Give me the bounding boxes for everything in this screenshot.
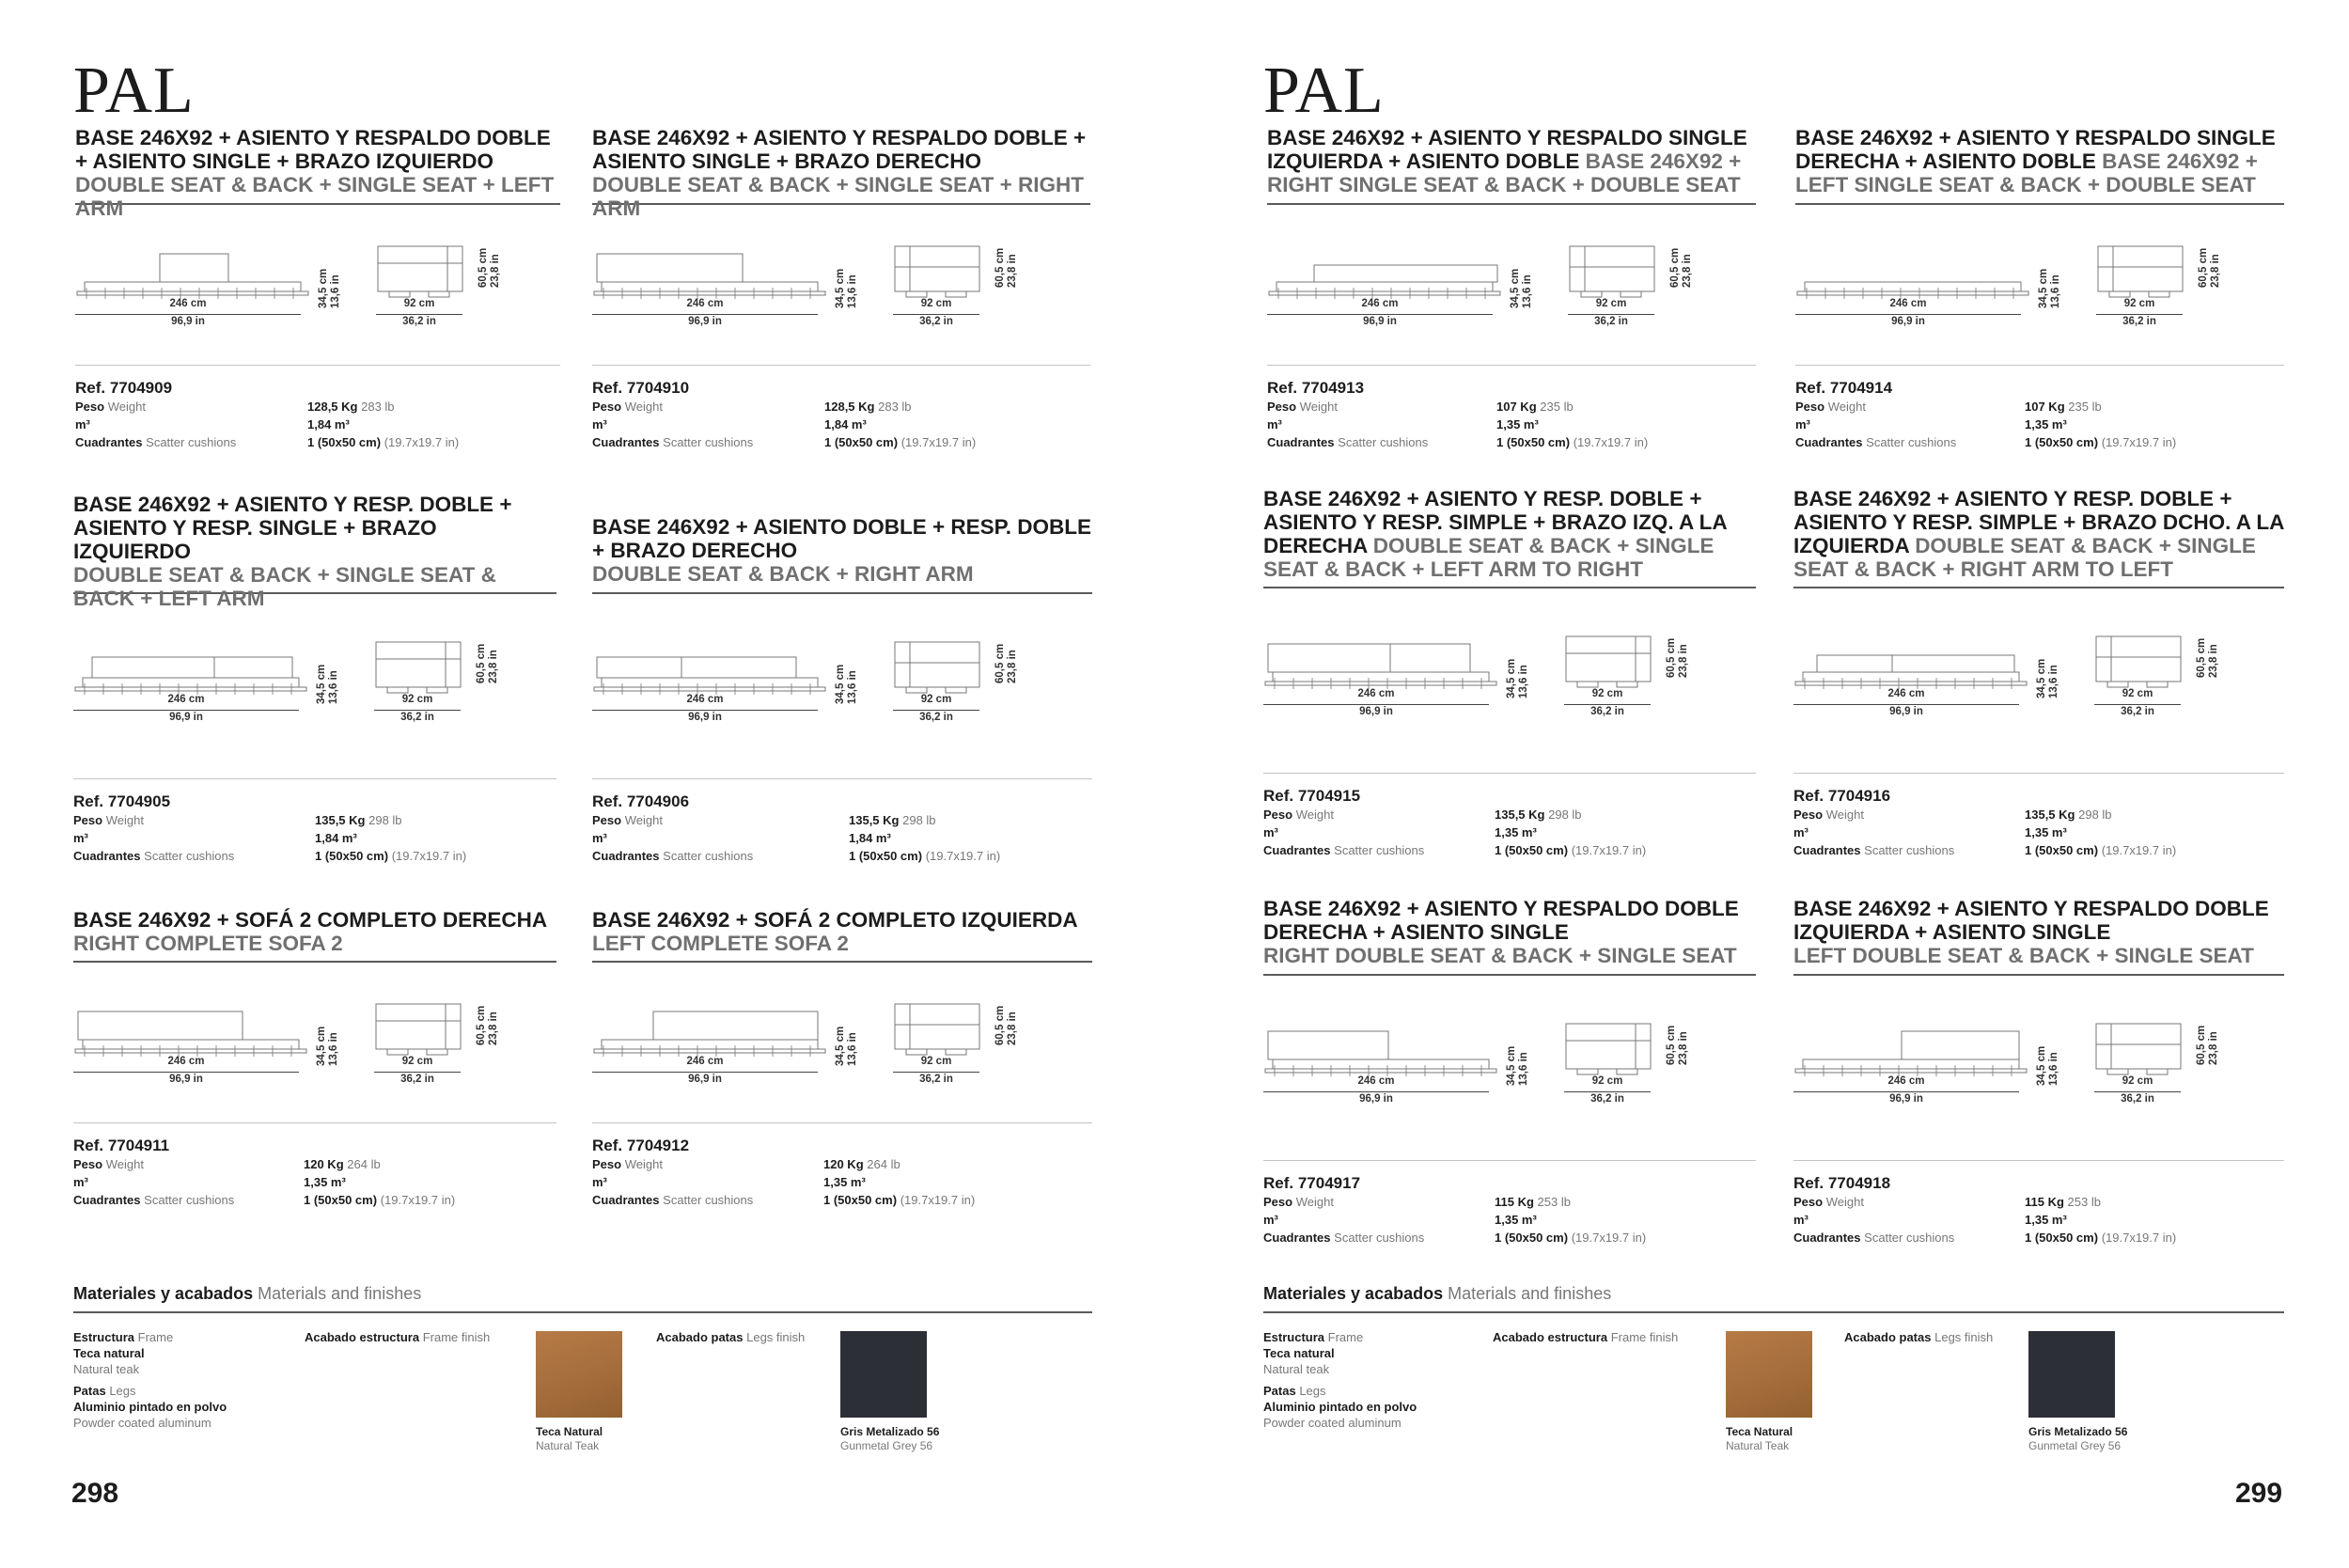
back-height-label: 60,5 cm 23,8 in <box>476 1005 499 1045</box>
spec-volume: m³ 1,35 m³ <box>73 1175 346 1189</box>
side-view-drawing <box>893 1000 983 1060</box>
technical-drawings <box>73 963 556 1122</box>
frame-finish-label: Acabado estructura Frame finish <box>305 1330 491 1344</box>
spec-weight: Peso Weight 107 Kg 235 lb <box>1795 400 2102 414</box>
product-ref: Ref. 7704914 <box>1795 379 1893 397</box>
back-height-label: 60,5 cm 23,8 in <box>1669 247 1693 288</box>
front-view-drawing <box>75 248 310 305</box>
technical-drawings <box>1267 205 1756 365</box>
side-view-drawing <box>1564 633 1654 693</box>
back-height-label: 60,5 cm 23,8 in <box>994 1005 1018 1045</box>
product-block <box>592 126 1090 451</box>
depth-dimension-label: 92 cm 36,2 in <box>402 298 436 327</box>
technical-drawings <box>592 963 1092 1122</box>
seat-height-label: 34,5 cm 13,6 in <box>835 1026 858 1066</box>
divider <box>1795 365 2284 366</box>
page-title: PAL <box>1263 55 1385 127</box>
front-view-drawing <box>1793 638 2028 695</box>
divider <box>1793 773 2284 774</box>
seat-height-label: 34,5 cm 13,6 in <box>1506 1045 1529 1086</box>
product-title: BASE 246X92 + ASIENTO Y RESPALDO DOBLE DERECHA + ASIENTO SINGLE RIGHT DOUBLE SEAT & BACK + SINGLE SEAT <box>1263 897 1739 967</box>
technical-drawings <box>1793 588 2284 773</box>
product-ref: Ref. 7704906 <box>592 792 690 810</box>
technical-drawings <box>592 594 1092 778</box>
back-height-label: 60,5 cm 23,8 in <box>476 643 499 683</box>
spec-weight: Peso Weight 120 Kg 264 lb <box>592 1157 900 1171</box>
spec-list <box>73 811 556 865</box>
spec-cushions: Cuadrantes Scatter cushions 1 (50x50 cm) (19.7x19.7 in) <box>592 435 977 449</box>
depth-dimension-label: 92 cm 36,2 in <box>2121 1075 2154 1105</box>
spec-volume: m³ 1,35 m³ <box>1267 417 1539 431</box>
product-title: BASE 246X92 + ASIENTO DOBLE + RESP. DOBLE + BRAZO DERECHO DOUBLE SEAT & BACK + RIGHT ARM <box>592 515 1092 586</box>
width-dimension-label: 246 cm 96,9 in <box>167 1056 205 1085</box>
technical-drawings <box>1263 588 1756 773</box>
spec-weight: Peso Weight 135,5 Kg 298 lb <box>73 813 402 827</box>
front-view-drawing <box>1267 248 1502 305</box>
teak-swatch-label: Teca Natural Natural Teak <box>1726 1425 1793 1452</box>
materials-structure: Estructura Frame Teca natural Natural teak Patas Legs Aluminio pintado en polvo Powder coated aluminum <box>1263 1330 1417 1430</box>
frame-finish-label: Acabado estructura Frame finish <box>1493 1330 1679 1344</box>
technical-drawings <box>75 205 560 365</box>
front-view-drawing <box>73 644 308 700</box>
product-title: BASE 246X92 + ASIENTO Y RESPALDO DOBLE + ASIENTO SINGLE + BRAZO IZQUIERDO DOUBLE SEAT & BACK + SINGLE SEAT + LEFT ARM <box>75 126 555 220</box>
front-view-drawing <box>592 644 827 700</box>
technical-drawings <box>73 594 556 778</box>
spec-volume: m³ 1,84 m³ <box>592 831 891 845</box>
divider <box>1267 365 1756 366</box>
side-view-drawing <box>893 638 983 698</box>
depth-dimension-label: 92 cm 36,2 in <box>1590 1075 1624 1105</box>
seat-height-label: 34,5 cm 13,6 in <box>316 1026 339 1066</box>
back-height-label: 60,5 cm 23,8 in <box>1666 1025 1689 1065</box>
page-number: 299 <box>2235 1478 2283 1509</box>
spec-list <box>1793 806 2284 859</box>
product-block <box>1263 487 1756 859</box>
spec-list <box>1267 398 1756 451</box>
divider <box>1263 773 1756 774</box>
divider <box>592 1122 1092 1123</box>
divider <box>592 365 1090 366</box>
product-block <box>73 493 556 865</box>
seat-height-label: 34,5 cm 13,6 in <box>1510 268 1533 308</box>
spec-list <box>1795 398 2284 451</box>
materials-title: Materiales y acabados Materials and finishes <box>1263 1284 1612 1303</box>
front-view-drawing <box>592 248 827 305</box>
spec-list <box>1263 1193 1756 1247</box>
width-dimension-label: 246 cm 96,9 in <box>1887 688 1925 717</box>
product-block <box>1267 126 1756 451</box>
side-view-drawing <box>2094 1020 2185 1080</box>
teak-swatch-label: Teca Natural Natural Teak <box>536 1425 603 1452</box>
seat-height-label: 34,5 cm 13,6 in <box>1506 658 1529 698</box>
side-view-drawing <box>2096 243 2186 303</box>
product-title: BASE 246X92 + ASIENTO Y RESP. DOBLE + ASIENTO Y RESP. SINGLE + BRAZO IZQUIERDO DOUBLE SEAT & BACK + SINGLE SEAT & BACK + LEFT ARM <box>73 493 512 610</box>
width-dimension-label: 246 cm 96,9 in <box>1357 688 1395 717</box>
spec-cushions: Cuadrantes Scatter cushions 1 (50x50 cm) (19.7x19.7 in) <box>73 1193 456 1207</box>
spec-weight: Peso Weight 128,5 Kg 283 lb <box>75 400 395 414</box>
seat-height-label: 34,5 cm 13,6 in <box>835 664 858 704</box>
spec-weight: Peso Weight 135,5 Kg 298 lb <box>1793 808 2112 822</box>
front-view-drawing <box>1795 248 2030 305</box>
back-height-label: 60,5 cm 23,8 in <box>1666 637 1689 678</box>
depth-dimension-label: 92 cm 36,2 in <box>2121 688 2154 717</box>
spec-cushions: Cuadrantes Scatter cushions 1 (50x50 cm) (19.7x19.7 in) <box>1793 843 2177 857</box>
spec-list <box>73 1155 556 1209</box>
back-height-label: 60,5 cm 23,8 in <box>994 247 1018 288</box>
spec-list <box>75 398 560 451</box>
spec-weight: Peso Weight 115 Kg 253 lb <box>1793 1195 2101 1209</box>
width-dimension-label: 246 cm 96,9 in <box>1887 1075 1925 1105</box>
depth-dimension-label: 92 cm 36,2 in <box>400 694 434 723</box>
seat-height-label: 34,5 cm 13,6 in <box>318 268 341 308</box>
materials-structure: Estructura Frame Teca natural Natural teak Patas Legs Aluminio pintado en polvo Powder coated aluminum <box>73 1330 227 1430</box>
gunmetal-swatch-label: Gris Metalizado 56 Gunmetal Grey 56 <box>840 1425 940 1452</box>
spec-volume: m³ 1,84 m³ <box>73 831 357 845</box>
product-block <box>1263 897 1756 1247</box>
back-height-label: 60,5 cm 23,8 in <box>478 247 501 288</box>
seat-height-label: 34,5 cm 13,6 in <box>2038 268 2061 308</box>
spec-volume: m³ 1,35 m³ <box>1793 825 2067 839</box>
product-title: BASE 246X92 + ASIENTO Y RESPALDO DOBLE IZQUIERDA + ASIENTO SINGLE LEFT DOUBLE SEAT & BACK + SINGLE SEAT <box>1793 897 2269 967</box>
page-number: 298 <box>71 1478 119 1509</box>
product-title: BASE 246X92 + ASIENTO Y RESPALDO SINGLE DERECHA + ASIENTO DOBLE BASE 246X92 + LEFT SINGLE SEAT & BACK + DOUBLE SEAT <box>1795 126 2276 196</box>
product-ref: Ref. 7704905 <box>73 792 171 810</box>
depth-dimension-label: 92 cm 36,2 in <box>919 694 953 723</box>
product-block <box>75 126 560 451</box>
depth-dimension-label: 92 cm 36,2 in <box>1590 688 1624 717</box>
spec-weight: Peso Weight 128,5 Kg 283 lb <box>592 400 912 414</box>
spec-cushions: Cuadrantes Scatter cushions 1 (50x50 cm) (19.7x19.7 in) <box>592 849 1001 863</box>
product-ref: Ref. 7704915 <box>1263 787 1361 805</box>
spec-list <box>592 398 1090 451</box>
product-ref: Ref. 7704916 <box>1793 787 1891 805</box>
seat-height-label: 34,5 cm 13,6 in <box>316 664 339 704</box>
page-title: PAL <box>73 55 195 127</box>
spec-list <box>592 811 1092 865</box>
spec-volume: m³ 1,35 m³ <box>592 1175 866 1189</box>
side-view-drawing <box>893 243 983 303</box>
teak-swatch <box>536 1331 622 1418</box>
width-dimension-label: 246 cm 96,9 in <box>1361 298 1399 327</box>
front-view-drawing <box>73 1006 308 1062</box>
front-view-drawing <box>1263 638 1498 695</box>
spec-cushions: Cuadrantes Scatter cushions 1 (50x50 cm) (19.7x19.7 in) <box>1795 435 2177 449</box>
side-view-drawing <box>376 243 466 303</box>
spec-weight: Peso Weight 135,5 Kg 298 lb <box>1263 808 1582 822</box>
depth-dimension-label: 92 cm 36,2 in <box>919 298 953 327</box>
teak-swatch <box>1726 1331 1812 1418</box>
divider <box>1263 1160 1756 1161</box>
side-view-drawing <box>1568 243 1658 303</box>
divider <box>73 1122 556 1123</box>
width-dimension-label: 246 cm 96,9 in <box>686 1056 724 1085</box>
seat-height-label: 34,5 cm 13,6 in <box>2036 1045 2059 1086</box>
spec-weight: Peso Weight 107 Kg 235 lb <box>1267 400 1574 414</box>
product-title: BASE 246X92 + SOFÁ 2 COMPLETO DERECHA RIGHT COMPLETE SOFA 2 <box>73 908 548 955</box>
width-dimension-label: 246 cm 96,9 in <box>1357 1075 1395 1105</box>
spec-weight: Peso Weight 115 Kg 253 lb <box>1263 1195 1571 1209</box>
side-view-drawing <box>2094 633 2185 693</box>
spec-list <box>1263 806 1756 859</box>
spec-weight: Peso Weight 120 Kg 264 lb <box>73 1157 381 1171</box>
front-view-drawing <box>1263 1026 1498 1082</box>
back-height-label: 60,5 cm 23,8 in <box>994 643 1018 683</box>
product-title: BASE 246X92 + SOFÁ 2 COMPLETO IZQUIERDA LEFT COMPLETE SOFA 2 <box>592 908 1078 955</box>
gunmetal-swatch-label: Gris Metalizado 56 Gunmetal Grey 56 <box>2028 1425 2128 1452</box>
spec-volume: m³ 1,84 m³ <box>75 417 350 431</box>
product-block <box>1793 487 2284 859</box>
product-block <box>592 908 1092 1209</box>
technical-drawings <box>1263 976 1756 1160</box>
product-ref: Ref. 7704918 <box>1793 1174 1891 1192</box>
materials-section <box>73 1284 1092 1463</box>
spec-cushions: Cuadrantes Scatter cushions 1 (50x50 cm) (19.7x19.7 in) <box>1793 1231 2177 1245</box>
technical-drawings <box>1793 976 2284 1160</box>
divider <box>1793 1160 2284 1161</box>
side-view-drawing <box>374 638 464 698</box>
spec-cushions: Cuadrantes Scatter cushions 1 (50x50 cm) (19.7x19.7 in) <box>73 849 467 863</box>
seat-height-label: 34,5 cm 13,6 in <box>835 268 858 308</box>
product-ref: Ref. 7704912 <box>592 1137 690 1154</box>
product-title: BASE 246X92 + ASIENTO Y RESP. DOBLE + ASIENTO Y RESP. SIMPLE + BRAZO DCHO. A LA IZQUIERDA DOUBLE SEAT & BACK + SINGLE SEAT & BACK + RIGHT ARM TO LEFT <box>1793 487 2284 581</box>
width-dimension-label: 246 cm 96,9 in <box>1889 298 1927 327</box>
back-height-label: 60,5 cm 23,8 in <box>2196 637 2219 678</box>
spec-list <box>592 1155 1092 1209</box>
depth-dimension-label: 92 cm 36,2 in <box>919 1056 953 1085</box>
seat-height-label: 34,5 cm 13,6 in <box>2036 658 2059 698</box>
spec-volume: m³ 1,35 m³ <box>1795 417 2067 431</box>
width-dimension-label: 246 cm 96,9 in <box>686 694 724 723</box>
product-ref: Ref. 7704913 <box>1267 379 1365 397</box>
front-view-drawing <box>592 1006 827 1062</box>
product-ref: Ref. 7704911 <box>73 1137 170 1154</box>
spec-cushions: Cuadrantes Scatter cushions 1 (50x50 cm) (19.7x19.7 in) <box>1267 435 1649 449</box>
product-block <box>592 515 1092 865</box>
depth-dimension-label: 92 cm 36,2 in <box>2122 298 2156 327</box>
side-view-drawing <box>374 1000 464 1060</box>
spec-volume: m³ 1,84 m³ <box>592 417 867 431</box>
divider <box>73 778 556 779</box>
product-title: BASE 246X92 + ASIENTO Y RESPALDO SINGLE IZQUIERDA + ASIENTO DOBLE BASE 246X92 + RIGHT SINGLE SEAT & BACK + DOUBLE SEAT <box>1267 126 1747 196</box>
product-ref: Ref. 7704910 <box>592 379 690 397</box>
materials-title: Materiales y acabados Materials and finishes <box>73 1284 422 1303</box>
divider <box>592 778 1092 779</box>
product-title: BASE 246X92 + ASIENTO Y RESP. DOBLE + ASIENTO Y RESP. SIMPLE + BRAZO IZQ. A LA DERECHA DOUBLE SEAT & BACK + SINGLE SEAT & BACK + LEFT ARM TO RIGHT <box>1263 487 1727 581</box>
product-ref: Ref. 7704909 <box>75 379 173 397</box>
materials-section <box>1263 1284 2284 1463</box>
product-block <box>1793 897 2284 1247</box>
product-ref: Ref. 7704917 <box>1263 1174 1361 1192</box>
spec-list <box>1793 1193 2284 1247</box>
title-rule <box>73 1311 1092 1313</box>
legs-finish-label: Acabado patas Legs finish <box>1844 1330 1994 1344</box>
width-dimension-label: 246 cm 96,9 in <box>169 298 207 327</box>
product-block <box>1795 126 2284 451</box>
spec-cushions: Cuadrantes Scatter cushions 1 (50x50 cm) (19.7x19.7 in) <box>1263 843 1647 857</box>
side-view-drawing <box>1564 1020 1654 1080</box>
spec-volume: m³ 1,35 m³ <box>1263 1213 1537 1227</box>
divider <box>75 365 560 366</box>
legs-finish-label: Acabado patas Legs finish <box>656 1330 806 1344</box>
spec-volume: m³ 1,35 m³ <box>1793 1213 2067 1227</box>
spec-cushions: Cuadrantes Scatter cushions 1 (50x50 cm) (19.7x19.7 in) <box>1263 1231 1647 1245</box>
spec-weight: Peso Weight 135,5 Kg 298 lb <box>592 813 936 827</box>
technical-drawings <box>592 205 1090 365</box>
depth-dimension-label: 92 cm 36,2 in <box>400 1056 434 1085</box>
gunmetal-swatch <box>840 1331 927 1418</box>
product-block <box>73 908 556 1209</box>
technical-drawings <box>1795 205 2284 365</box>
title-rule <box>1263 1311 2284 1313</box>
spec-cushions: Cuadrantes Scatter cushions 1 (50x50 cm) (19.7x19.7 in) <box>592 1193 976 1207</box>
spec-cushions: Cuadrantes Scatter cushions 1 (50x50 cm) (19.7x19.7 in) <box>75 435 460 449</box>
width-dimension-label: 246 cm 96,9 in <box>686 298 724 327</box>
front-view-drawing <box>1793 1026 2028 1082</box>
back-height-label: 60,5 cm 23,8 in <box>2198 247 2221 288</box>
gunmetal-swatch <box>2028 1331 2115 1418</box>
product-title: BASE 246X92 + ASIENTO Y RESPALDO DOBLE + ASIENTO SINGLE + BRAZO DERECHO DOUBLE SEAT & BACK + SINGLE SEAT + RIGHT ARM <box>592 126 1087 220</box>
width-dimension-label: 246 cm 96,9 in <box>167 694 205 723</box>
spec-volume: m³ 1,35 m³ <box>1263 825 1537 839</box>
depth-dimension-label: 92 cm 36,2 in <box>1594 298 1628 327</box>
back-height-label: 60,5 cm 23,8 in <box>2196 1025 2219 1065</box>
